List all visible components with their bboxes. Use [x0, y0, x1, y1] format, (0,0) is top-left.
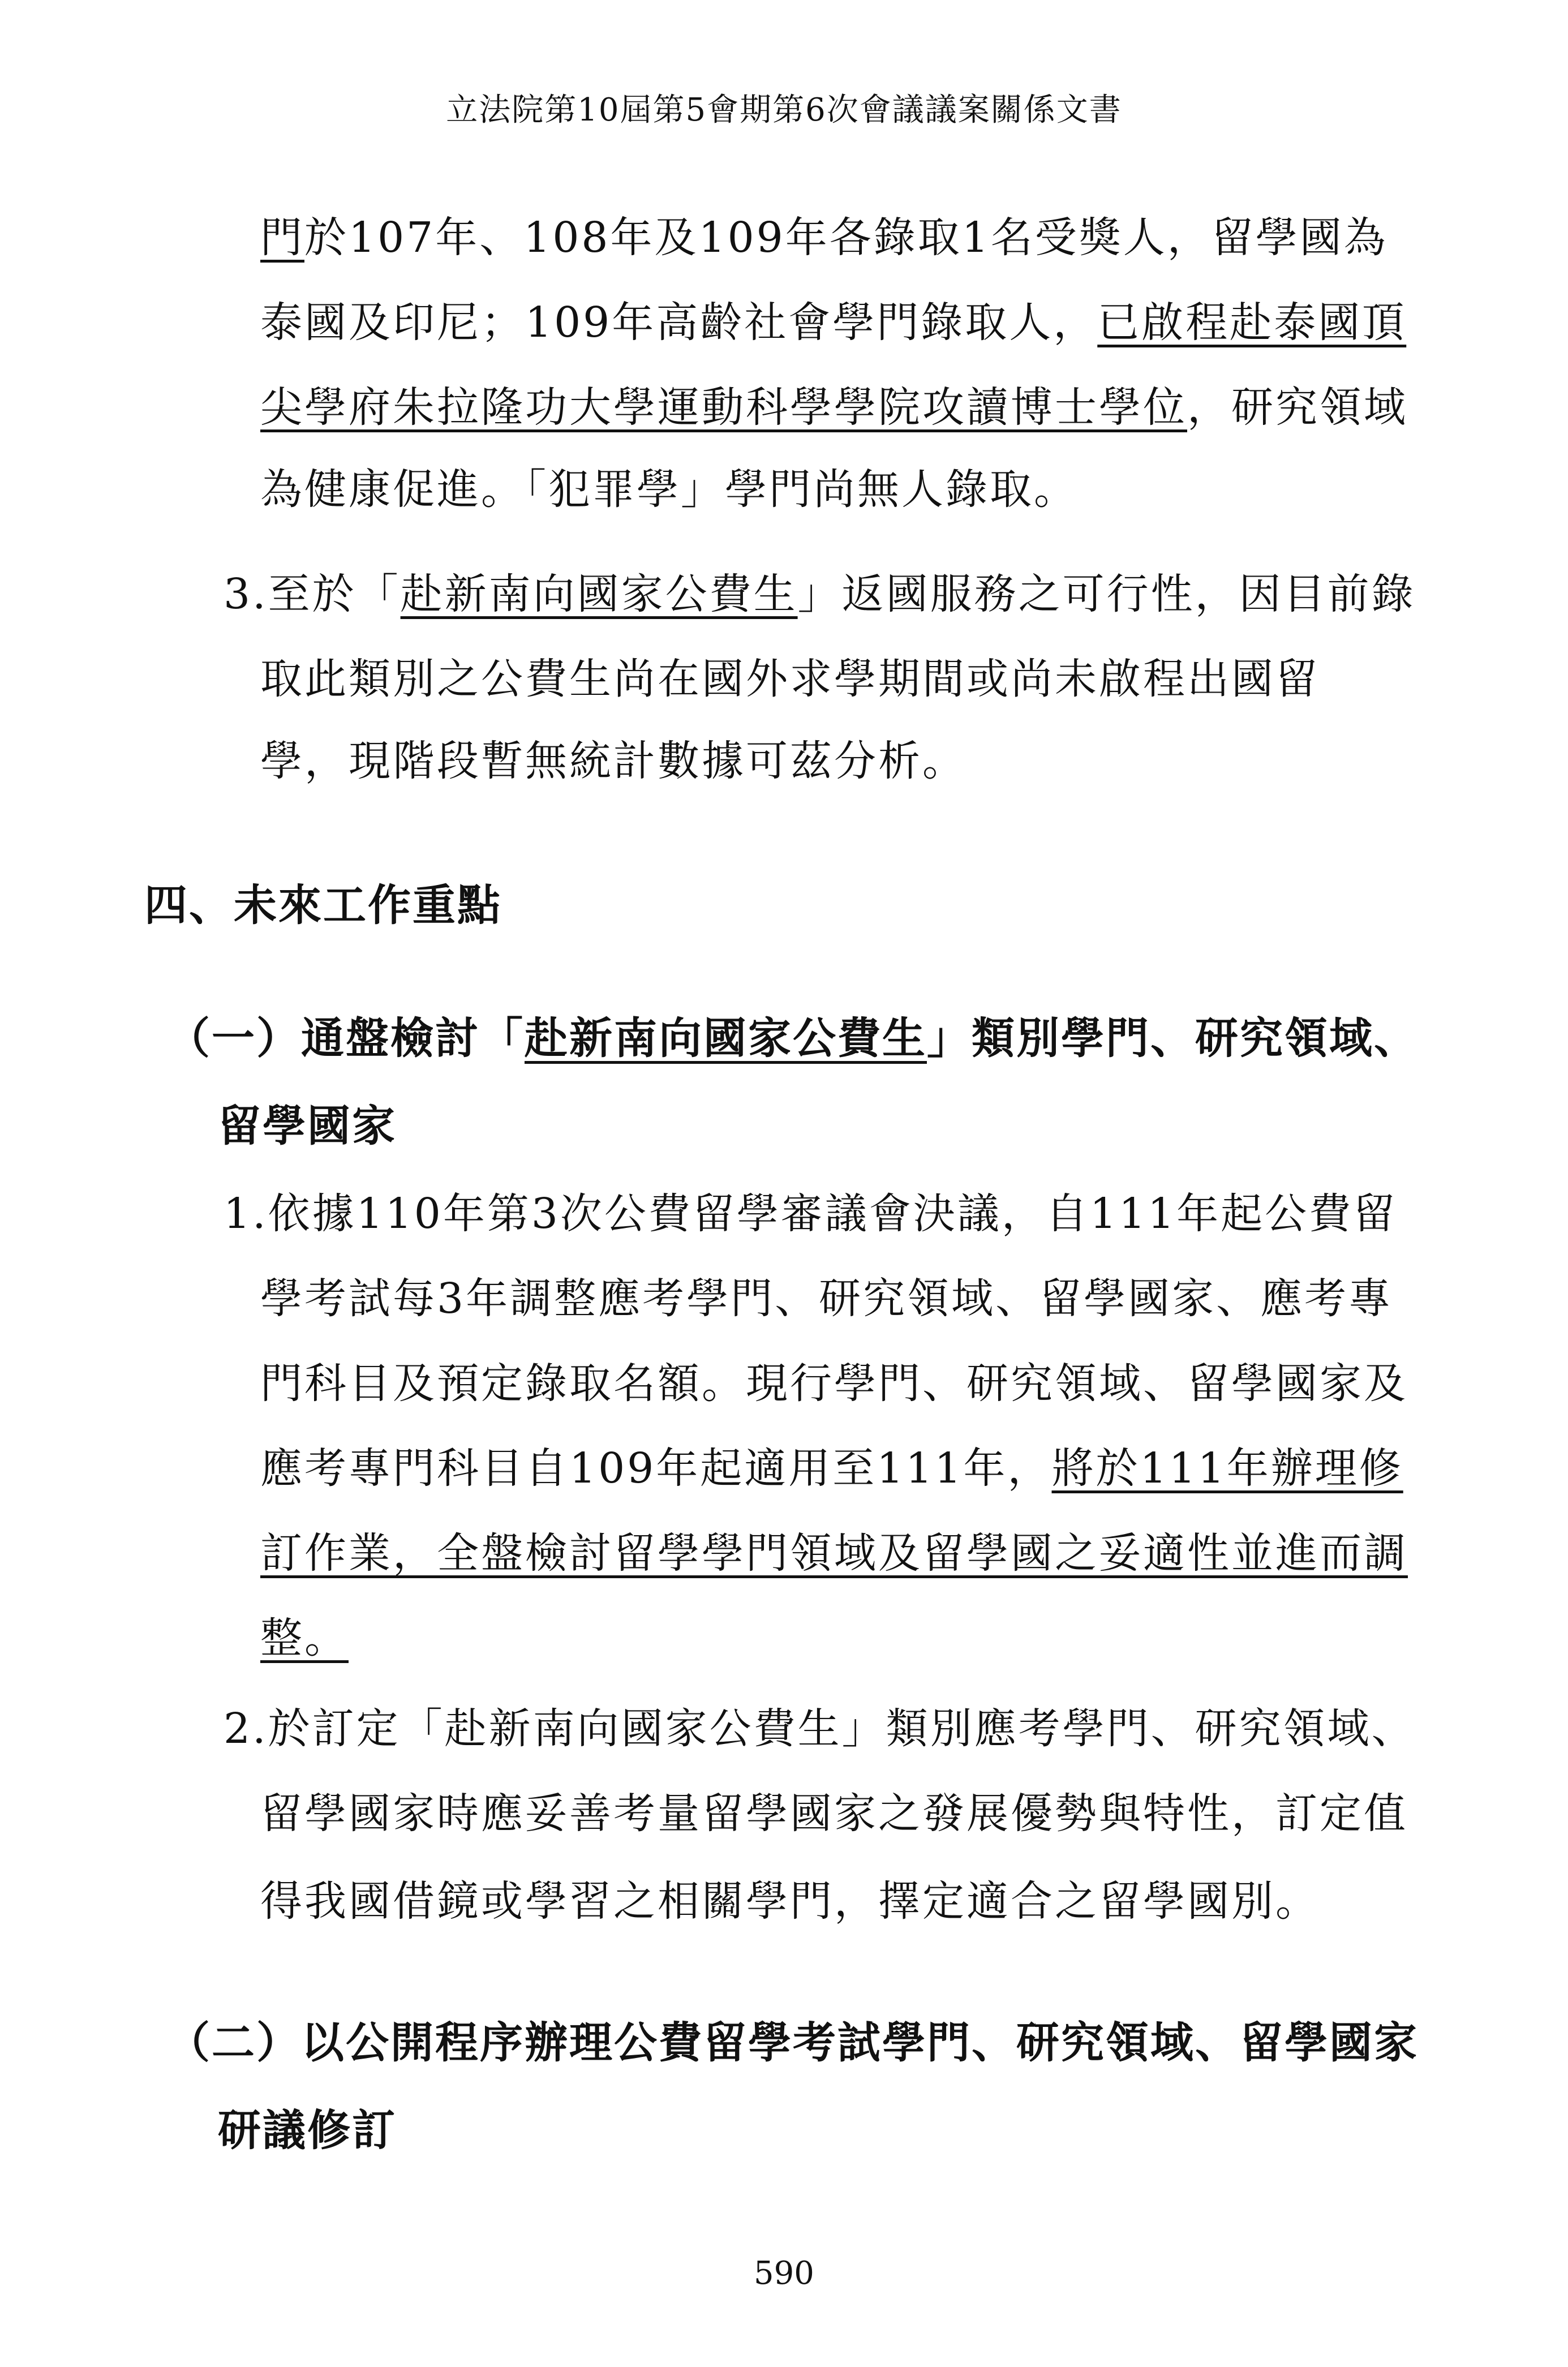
- underlined-text: 訂作業，全盤檢討留學學門領域及留學國之妥適性並進而調: [260, 1529, 1408, 1578]
- text-line-10: [260, 1355, 1408, 1412]
- text-line-4: [260, 461, 1078, 518]
- underlined-text: 已啟程赴泰國頂: [1097, 298, 1407, 347]
- text-line-11: [260, 1440, 1403, 1497]
- underlined-text: 赴新南向國家公費生: [400, 570, 798, 618]
- underlined-text: 尖學府朱拉隆功大學運動科學學院攻讀博士學位: [260, 383, 1187, 432]
- document-header: 立法院第10屆第5會期第6次會議議案關係文書: [446, 92, 1122, 128]
- text: 於107年、108年及109年各錄取1名受獎人，留學國為: [304, 213, 1388, 262]
- text: 學，現階段暫無統計數據可茲分析。: [260, 737, 966, 785]
- text-line-12: [260, 1525, 1408, 1582]
- page-number: 590: [754, 2255, 814, 2292]
- text: 」返國服務之可行性，因目前錄: [797, 570, 1416, 618]
- text: 為健康促進。「犯罪學」學門尚無人錄取。: [260, 465, 1078, 514]
- text-line-16: [260, 1873, 1320, 1930]
- numbered-item-2: [224, 1700, 1416, 1757]
- numbered-item-3: [224, 566, 1416, 622]
- text: 得我國借鏡或學習之相關學門，擇定適合之留學國別。: [260, 1877, 1320, 1926]
- subsection-heading-1-cont: [218, 1098, 397, 1154]
- section-heading-4: [144, 877, 502, 934]
- text-line-6: [260, 651, 1320, 707]
- text: ，研究領域: [1187, 383, 1408, 432]
- heading-text: （二）以公開程序辦理公費留學考試學門、研究領域、留學國家: [167, 2017, 1419, 2068]
- item-number: 3.: [224, 570, 268, 618]
- underlined-text: 整。: [260, 1614, 349, 1663]
- underlined-text: 門: [260, 213, 304, 262]
- text: 門科目及預定錄取名額。現行學門、研究領域、留學國家及: [260, 1359, 1408, 1408]
- text: 於訂定「赴新南向國家公費生」類別應考學門、研究領域、: [268, 1704, 1416, 1753]
- text: 留學國家時應妥善考量留學國家之發展優勢與特性，訂定值: [260, 1789, 1408, 1838]
- subsection-heading-2-cont: [218, 2102, 397, 2159]
- heading-text: 留學國家: [218, 1101, 397, 1151]
- heading-text: 四、未來工作重點: [144, 880, 502, 930]
- text: 取此類別之公費生尚在國外求學期間或尚未啟程出國留: [260, 655, 1320, 703]
- text-line-1: [260, 209, 1388, 266]
- heading-text: （一）通盤檢討「: [167, 1013, 525, 1063]
- text: 依據110年第3次公費留學審議會決議，自111年起公費留: [268, 1189, 1398, 1238]
- underlined-heading-text: 赴新南向國家公費生: [525, 1013, 927, 1063]
- text-line-15: [260, 1785, 1408, 1842]
- text: 應考專門科目自109年起適用至111年，: [260, 1444, 1052, 1493]
- text-line-7: [260, 733, 966, 789]
- item-number: 2.: [224, 1704, 268, 1753]
- text: 至於「: [268, 570, 401, 618]
- subsection-heading-1: [167, 1010, 1419, 1067]
- text-line-9: [260, 1270, 1393, 1327]
- underlined-text: 將於111年辦理修: [1051, 1444, 1403, 1493]
- heading-text: 」類別學門、研究領域、: [927, 1013, 1419, 1063]
- text-line-2: [260, 294, 1406, 351]
- subsection-heading-2: [167, 2014, 1419, 2071]
- text: 泰國及印尼；109年高齡社會學門錄取人，: [260, 298, 1098, 347]
- text-line-13: [260, 1610, 349, 1666]
- numbered-item-1: [224, 1185, 1397, 1242]
- item-number: 1.: [224, 1189, 268, 1238]
- text-line-3: [260, 379, 1408, 436]
- heading-text: 研議修訂: [218, 2105, 397, 2155]
- text: 學考試每3年調整應考學門、研究領域、留學國家、應考專: [260, 1274, 1393, 1323]
